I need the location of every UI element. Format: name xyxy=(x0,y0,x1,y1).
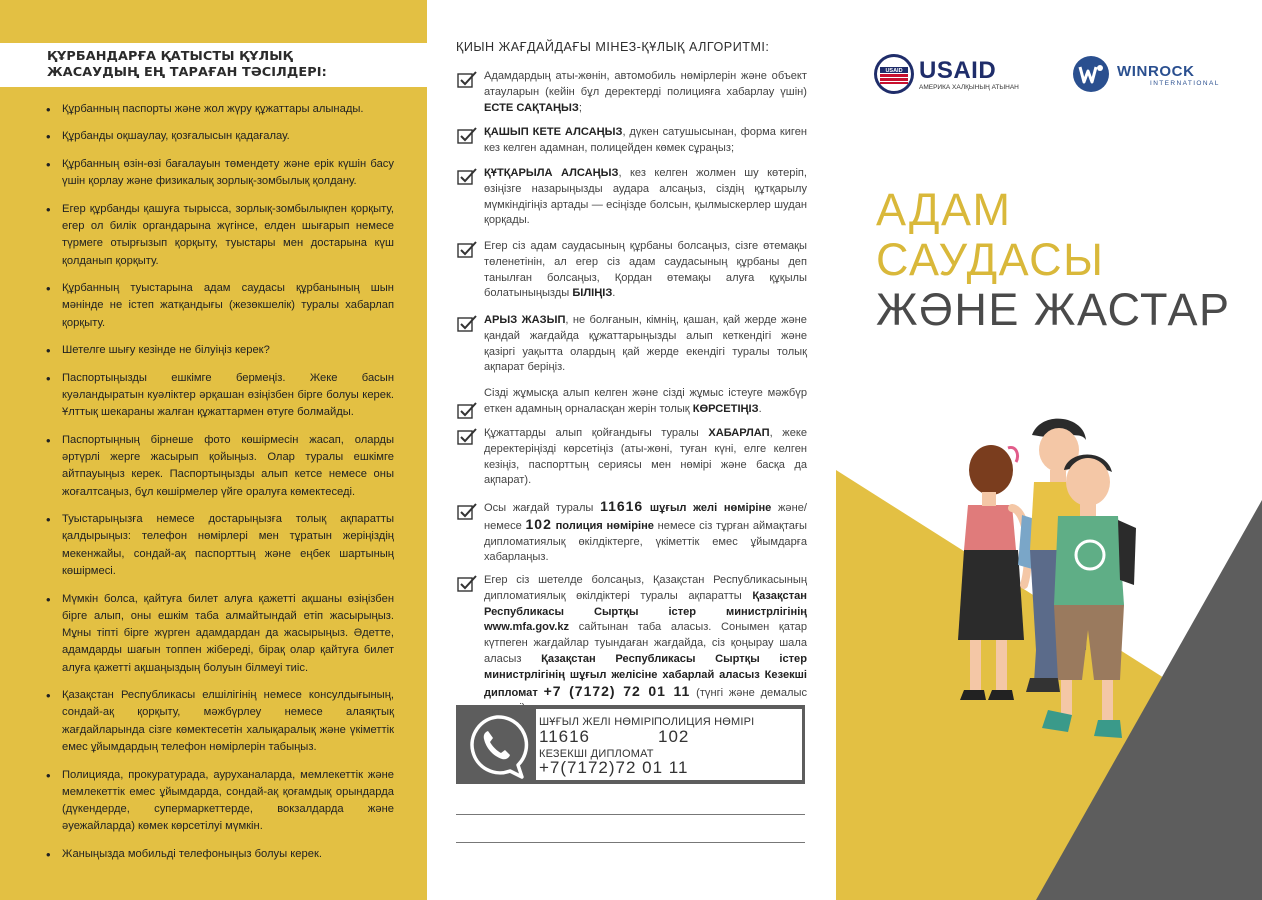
checkbox-check-icon xyxy=(457,315,477,333)
checkbox-check-icon xyxy=(457,127,477,145)
checklist-item xyxy=(457,426,807,489)
item-emphasis: БІЛІҢІЗ xyxy=(572,287,613,300)
left-heading-band xyxy=(0,43,427,87)
diplomat-label: КЕЗЕКШІ ДИПЛОМАТ xyxy=(539,748,654,760)
checkbox-check-icon xyxy=(457,428,477,446)
item-emphasis: АРЫЗ ЖАЗЫП xyxy=(484,314,566,326)
item-emphasis: шұғыл желі нөміріне xyxy=(643,502,772,514)
hotline-number: 11616 xyxy=(600,498,644,514)
item-text: Осы жағдай туралы xyxy=(484,502,601,514)
list-item: • Құрбанды оқшаулау, қозғалысын қадағалау. xyxy=(44,128,394,145)
item-text: , дүкен сатушысынан, форма киген кез келген адамнан, полицейден көмек сұраңыз; xyxy=(484,126,807,154)
police-number: 102 xyxy=(525,515,552,532)
checkbox-check-icon xyxy=(457,71,477,89)
notes-line xyxy=(456,814,805,815)
item-text: Егер сіз шетелде болсаңыз, Қазақстан Республикасының дипломатиялық өкілдіктері туралы ақпаратты xyxy=(484,574,807,602)
left-heading-line-2: ЖАСАУДЫҢ ЕҢ ТАРАҒАН ТӘСІЛДЕРІ: xyxy=(47,65,327,80)
tactics-list xyxy=(44,101,394,873)
police-number: 102 xyxy=(658,727,690,746)
cover-title-line-3: ЖӘНЕ ЖАСТАР xyxy=(876,284,1231,335)
item-emphasis: КӨРСЕТІҢІЗ xyxy=(692,402,759,415)
winrock-logo xyxy=(1072,55,1222,95)
usaid-wordmark-text: USAID xyxy=(919,57,997,84)
left-heading-line-1: ҚҰРБАНДАРҒА ҚАТЫСТЫ ҚҰЛЫҚ xyxy=(47,49,293,64)
checklist-item xyxy=(457,69,807,116)
list-item: • Паспортыңның бірнеше фото көшірмесін жасап, оларды әртүрлі жерге жасырып қойыңыз. Олар туралы ешкімге айтпауыңыз керек. Паспортыңызды алып кетсе немесе оны жоғалтсаңыз, бұл көшірмелер үйге оралуға көмектеседі. xyxy=(44,432,394,501)
item-text: Сізді жұмысқа алып келген және сізді жұмыс істеуге мәжбүр еткен адамның орналасқан жерін толық xyxy=(484,387,807,415)
item-text: , не болғанын, кімнің, қашан, қай жерде және қандай жағдайда құжаттарыңызды алып кеткендігі және қазіргі уақытта олардың қай жерде екендігі туралы толық ақпарат беріңіз. xyxy=(484,314,807,374)
item-text: Адамдардың аты-жөнін, автомобиль нөмірлерін және объект атауларын (кейін бұл деректерді полицияға хабарлау үшін) xyxy=(484,70,807,98)
list-item: • Құрбанның өзін-өзі бағалауын төмендету және ерік күшін басу үшін қорлау және физикалық зорлық-зомбылық қолдану. xyxy=(44,156,394,191)
phone-icon xyxy=(464,713,530,779)
usaid-wordmark xyxy=(919,57,996,85)
checklist-item xyxy=(457,239,807,302)
list-item: • Егер құрбанды қашуға тырысса, зорлық-зомбылықпен қорқыту, егер ол билік органдарына жүгінсе, елден шығарып немесе түрмеге отырғызып қорқыту, туыстары мен достарына күш қолданып қорқыту. xyxy=(44,201,394,270)
list-item: • Паспортыңызды ешкімге бермеңіз. Жеке басын куәландыратын куәліктер әрқашан өзіңізбен бірге болуы керек. Ұлттық шекараны жалған құжаттармен өтуге болмайды. xyxy=(44,370,394,422)
cover-title-line-2: САУДАСЫ xyxy=(876,234,1105,285)
item-emphasis: Қазақстан Республикасы Сыртқы істер министрлігінің www.mfa.gov.kz xyxy=(484,589,807,634)
list-item: • Құрбанның паспорты және жол жүру құжаттары алынады. xyxy=(44,101,394,118)
winrock-tagline: INTERNATIONAL xyxy=(1150,80,1220,87)
item-text: сайтынан таба аласыз. Сонымен қатар күтпеген жағдайлар туындаған жағдайда, сіз қоңырау шала аласыз xyxy=(484,621,807,665)
hotline-card xyxy=(536,709,802,780)
item-text: . xyxy=(758,402,762,415)
checklist-item xyxy=(457,499,807,566)
cover-title-line-1: АДАМ xyxy=(876,184,1012,235)
checkbox-check-icon xyxy=(457,503,477,521)
police-label: ПОЛИЦИЯ НӨМІРІ xyxy=(654,716,755,728)
item-emphasis: ҚАШЫП КЕТЕ АЛСАҢЫЗ xyxy=(484,126,623,138)
item-text: , кез келген жолмен шу көтеріп, өзіңізге назарыңызды аудара алсаңыз, сіздің құтқарылу мүмкіндігіңіз артады — есіңізде болсын, қылмыскерлер шудан қорқады. xyxy=(484,167,807,227)
list-item: • Полицияда, прокуратурада, ауруханаларда, мемлекеттік және мемлекеттік емес ұйымдарда, сондай-ақ қоғамдық орындарда (дүкендерде, супермаркеттерде, вокзалдарда және әуежайларда) көмек көрсетілуі мүмкін. xyxy=(44,767,394,836)
algorithm-heading: ҚИЫН ЖАҒДАЙДАҒЫ МІНЕЗ-ҚҰЛЫҚ АЛГОРИТМІ: xyxy=(456,40,770,54)
item-emphasis: ҚҰТҚАРЫЛА АЛСАҢЫЗ xyxy=(484,167,619,179)
item-text: немесе сіз тұрған аймақтағы дипломатиялық өкілдіктерге, үкіметтік емес ұйымдарға хабарлаңыз. xyxy=(484,519,807,564)
cover-panel xyxy=(836,0,1262,900)
usaid-tagline: АМЕРИКА ХАЛҚЫНЫҢ АТЫНАН xyxy=(919,84,1019,91)
item-text: , жеке деректеріңізді көрсетіңіз (аты-жөні, туған күні, елге келген кезіңіз, паспорттың сериясы мен нөмірі және басқа да ақпарат). xyxy=(484,427,808,487)
usaid-seal-icon xyxy=(873,53,915,95)
list-item: • Құрбанның туыстарына адам саудасы құрбанының шын мәнінде не істеп жатқандығы (жезөкшелік) туралы хабарлап қорқыту. xyxy=(44,280,394,332)
list-item: • Шетелге шығу кезінде не білуіңіз керек? xyxy=(44,342,394,359)
youth-illustration xyxy=(836,410,1262,900)
left-panel xyxy=(0,0,427,900)
item-text: ; xyxy=(578,101,582,114)
hotline-box xyxy=(456,705,805,784)
item-emphasis: Қазақстан Республикасы Сыртқы істер министрлігінің шұғыл желісіне хабарлай аласыз Кезекші дипломат xyxy=(484,652,807,699)
item-text: Құжаттарды алып қойғандығы туралы xyxy=(484,427,709,439)
item-emphasis: ХАБАРЛАП xyxy=(708,427,770,439)
hotline-label: ШҰҒЫЛ ЖЕЛІ НӨМІРІ xyxy=(539,716,655,728)
diplomat-number: +7(7172)72 01 11 xyxy=(539,758,689,777)
checklist-item xyxy=(457,125,807,157)
checkbox-check-icon xyxy=(457,575,477,593)
list-item: • Қазақстан Республикасы елшілігінің немесе консулдығының, сондай-ақ қорқыту, мәжбүрлеу немесе алаяқтық жағдайларында сізге көмектесетін халықаралық және үкіметтік емес ұйымдардың телефон нөмірлерін табыңыз. xyxy=(44,687,394,756)
checkbox-check-icon xyxy=(457,402,477,420)
item-text: Егер сіз адам саудасының құрбаны болсаңыз, сізге өтемақы төленетінін, ал егер сіз адам саудасының құрбаны деп танылған болсаңыз, Қордан өтемақы алуға құқылы болатыныңызды xyxy=(484,240,807,300)
list-item: • Туыстарыңызға немесе достарыңызға толық ақпаратты қалдырыңыз: телефон нөмірлері мен тұратын жеріңіздің мекенжайы, сондай-ақ паспорттың және еңбек шартының көшірмесі. xyxy=(44,511,394,580)
list-item: • Жаныңызда мобильді телефоныңыз болуы керек. xyxy=(44,846,394,863)
item-emphasis: ЕСТЕ САҚТАҢЫЗ xyxy=(484,101,579,114)
item-text: (түнгі және демалыс xyxy=(696,686,808,699)
usaid-logo xyxy=(873,53,1019,97)
checklist-item xyxy=(457,166,807,229)
checkbox-check-icon xyxy=(457,241,477,259)
checkbox-check-icon xyxy=(457,168,477,186)
checklist-item xyxy=(457,386,807,418)
hotline-number: 11616 xyxy=(539,727,591,746)
checklist-item xyxy=(457,573,807,717)
list-item: • Мүмкін болса, қайтуға билет алуға қажетті ақшаны өзіңізбен бірге алып, оны ешкім таба алмайтындай етіп жасырыңыз. Мұны тіпті бірге жүрген адамдардан да жасырыңыз. Әдетте, адамдарды шағын топпен жібереді, бірақ олар қайтуға билет алуға қажетті ақшаңыздың болуын білмеуі тиіс. xyxy=(44,591,394,677)
usaid-seal-text: USAID xyxy=(885,68,903,74)
item-text: . xyxy=(612,287,616,300)
diplomat-number: +7 (7172) 72 01 11 xyxy=(543,682,691,699)
notes-line xyxy=(456,842,805,843)
item-emphasis: полиция нөміріне xyxy=(551,519,654,532)
item-text: және/немесе xyxy=(484,502,807,532)
middle-panel xyxy=(427,0,836,900)
winrock-emblem-icon xyxy=(1072,55,1110,93)
checklist-item xyxy=(457,313,807,376)
winrock-wordmark: WINROCK xyxy=(1117,63,1195,80)
